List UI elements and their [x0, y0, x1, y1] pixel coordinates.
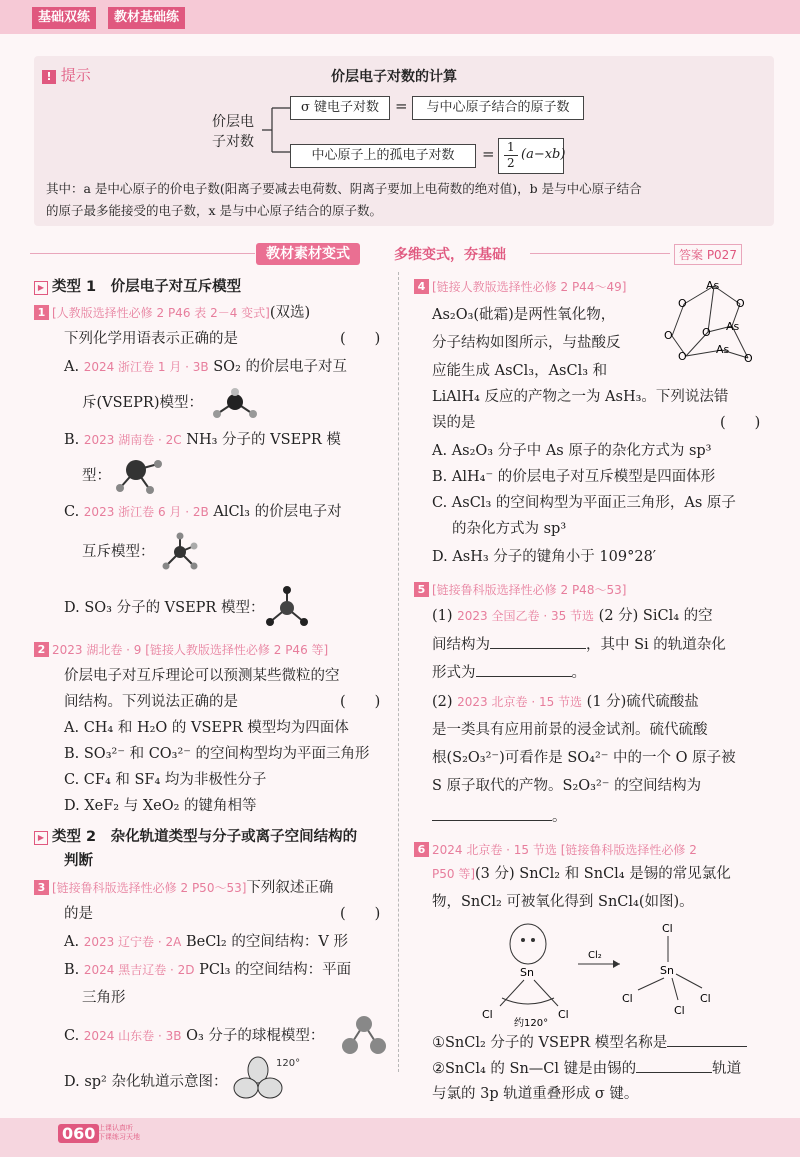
banner-subtitle: 多维变式，夯基础 — [394, 247, 506, 263]
lone-formula-box: 1 2 (a−xb) — [498, 138, 564, 174]
q4-line-5: 误的是 — [432, 415, 476, 431]
q1-option-a: A. 2024 浙江卷 1 月 · 3B SO₂ 的价层电子对互 — [64, 359, 347, 375]
q4-option-c-cont: 的杂化方式为 sp³ — [452, 521, 567, 537]
q4-option-a: A. As₂O₃ 分子中 As 原子的杂化方式为 sp³ — [432, 443, 712, 459]
q3-option-a: A. 2023 辽宁卷 · 2A BeCl₂ 的空间结构：V 形 — [64, 934, 348, 950]
q1-paren: ( ) — [340, 331, 381, 347]
svg-text:Cl₂: Cl₂ — [588, 950, 602, 961]
q1-option-a-cont: 斥(VSEPR)模型： — [82, 395, 203, 411]
q1-option-c-cont: 互斥模型： — [82, 544, 155, 560]
q1-option-b-cont: 型： — [82, 468, 111, 484]
nh3-vsepr-model-icon — [110, 454, 166, 496]
footer-side: 上课认真听 下课练习天地 — [98, 1124, 140, 1141]
q3-option-c: C. 2024 山东卷 · 3B O₃ 分子的球棍模型： — [64, 1028, 325, 1044]
q6-sub-2: ②SnCl₄ 的 Sn—Cl 键是由锡的 轨道 — [432, 1056, 741, 1081]
svg-text:Cl: Cl — [662, 922, 673, 935]
play-icon: ▶ — [34, 831, 48, 845]
header-tag-textbook: 教材基础练 — [108, 7, 185, 29]
header-tag-basic: 基础双练 — [32, 7, 96, 29]
q5-part1-line3: 形式为 。 — [432, 660, 586, 685]
svg-text:O: O — [744, 352, 753, 365]
svg-text:Sn: Sn — [520, 966, 534, 979]
q1-stem: 下列化学用语表示正确的是 — [64, 331, 238, 347]
svg-text:Cl: Cl — [700, 992, 711, 1005]
q5-part2-line2: 是一类具有应用前景的浸金试剂。硫代硫酸 — [432, 722, 708, 738]
q3-paren: ( ) — [340, 906, 381, 922]
q5-part1-line2: 间结构为 ，其中 Si 的轨道杂化 — [432, 632, 726, 657]
q3-header: 3 [链接鲁科版选择性必修 2 P50～53]下列叙述正确 — [34, 876, 333, 900]
type2-heading: ▶ 类型 2 杂化轨道类型与分子或离子空间结构的 — [34, 825, 357, 846]
q2-stem-1: 价层电子对互斥理论可以预测某些微粒的空 — [64, 668, 340, 684]
answer-blank[interactable] — [432, 804, 552, 821]
q3-stem-2: 的是 — [64, 906, 93, 922]
svg-text:As: As — [716, 343, 730, 356]
q4-option-b: B. AlH₄⁻ 的价层电子对互斥模型是四面体形 — [432, 469, 716, 485]
type2-heading-cont: 判断 — [64, 853, 93, 869]
q3-option-d: D. sp² 杂化轨道示意图： — [64, 1074, 228, 1090]
q4-line-3: 应能生成 AsCl₃，AsCl₃ 和 — [432, 363, 608, 379]
q4-option-c: C. AsCl₃ 的空间构型为平面正三角形，As 原子 — [432, 495, 736, 511]
svg-text:O: O — [702, 326, 711, 339]
q2-stem-2: 间结构。下列说法正确的是 — [64, 694, 238, 710]
lone-pair-box: 中心原子上的孤电子对数 — [290, 144, 476, 168]
svg-text:As: As — [726, 320, 740, 333]
sp2-orbital-icon — [228, 1056, 302, 1104]
tip-title: 价层电子对数的计算 — [331, 69, 457, 85]
q1-option-c: C. 2023 浙江卷 6 月 · 2B AlCl₃ 的价层电子对 — [64, 504, 342, 520]
q2-option-d: D. XeF₂ 与 XeO₂ 的键角相等 — [64, 798, 257, 814]
q5-header: 5 [链接鲁科版选择性必修 2 P48～53] — [414, 578, 626, 602]
q5-part2-line5: 。 — [432, 804, 567, 829]
q2-header: 2 2023 湖北卷 · 9 [链接人教版选择性必修 2 P46 等] — [34, 638, 328, 662]
q2-option-b: B. SO₃²⁻ 和 CO₃²⁻ 的空间构型均为平面三角形 — [64, 746, 370, 762]
q5-part2-line4: S 原子取代的产物。S₂O₃²⁻ 的空间结构为 — [432, 778, 702, 794]
q5-part2-line3: 根(S₂O₃²⁻)可看作是 SO₄²⁻ 中的一个 O 原子被 — [432, 750, 736, 766]
answer-blank[interactable] — [636, 1056, 712, 1073]
svg-text:As: As — [706, 279, 720, 292]
q6-sub-1: ①SnCl₂ 分子的 VSEPR 模型名称是 — [432, 1030, 747, 1055]
so3-vsepr-model-icon — [262, 584, 312, 630]
tip-note: 其中：a 是中心原子的价电子数(阳离子要减去电荷数、阴离子要加上电荷数的绝对值)，b 是与中心原子结合 的原子最多能接受的电子数，x 是与中心原子结合的原子数。 — [46, 181, 642, 218]
svg-text:Cl: Cl — [558, 1008, 569, 1021]
q3-option-b: B. 2024 黑吉辽卷 · 2D PCl₃ 的空间结构：平面 — [64, 962, 352, 978]
q3-option-b-cont: 三角形 — [82, 990, 126, 1006]
q4-line-4: LiAlH₄ 反应的产物之一为 AsH₃。下列说法错 — [432, 389, 729, 405]
svg-text:Sn: Sn — [660, 964, 674, 977]
answer-blank[interactable] — [490, 632, 586, 649]
svg-text:Cl: Cl — [622, 992, 633, 1005]
q4-header: 4 [链接人教版选择性必修 2 P44～49] — [414, 275, 626, 299]
q6-line-1: P50 等](3 分) SnCl₂ 和 SnCl₄ 是锡的常见氯化 — [432, 866, 731, 882]
sigma-value-box: 与中心原子结合的原子数 — [412, 96, 584, 120]
alcl3-vsepr-model-icon — [160, 532, 200, 574]
sigma-bond-box: σ 键电子对数 — [290, 96, 390, 120]
tip-left-label: 价层电 子对数 — [212, 114, 254, 150]
o3-ball-stick-icon — [340, 1014, 388, 1058]
play-icon: ▶ — [34, 281, 48, 295]
q1-header: 1 [人教版选择性必修 2 P46 表 2－4 变式](双选) — [34, 301, 310, 325]
answer-blank[interactable] — [476, 660, 572, 677]
q5-part2: (2) 2023 北京卷 · 15 节选 (1 分)硫代硫酸盐 — [432, 694, 699, 710]
svg-text:O: O — [678, 297, 687, 310]
svg-text:O: O — [664, 329, 673, 342]
q4-option-d: D. AsH₃ 分子的键角小于 109°28′ — [432, 549, 657, 565]
q1-option-b: B. 2023 湖南卷 · 2C NH₃ 分子的 VSEPR 模 — [64, 432, 341, 448]
sigma-equals: = — [395, 97, 408, 115]
so2-vsepr-model-icon — [205, 388, 265, 422]
q6-header: 6 2024 北京卷 · 15 节选 [链接鲁科版选择性必修 2 — [414, 838, 697, 862]
svg-text:Cl: Cl — [674, 1004, 685, 1017]
svg-text:O: O — [678, 350, 687, 363]
answer-ref: 答案 P027 — [674, 244, 742, 265]
section-banner: 教材素材变式 — [256, 243, 360, 265]
type1-heading: ▶ 类型 1 价层电子对互斥模型 — [34, 275, 241, 296]
q4-line-2: 分子结构如图所示，与盐酸反 — [432, 335, 621, 351]
lone-equals: = — [482, 145, 495, 163]
svg-text:Cl: Cl — [482, 1008, 493, 1021]
q6-line-2: 物，SnCl₂ 可被氧化得到 SnCl₄(如图)。 — [432, 894, 694, 910]
column-divider — [398, 272, 399, 1072]
q2-option-c: C. CF₄ 和 SF₄ 均为非极性分子 — [64, 772, 267, 788]
page-number: 060 — [58, 1124, 99, 1143]
sp2-angle-label: 120° — [276, 1058, 301, 1069]
q5-part1: (1) 2023 全国乙卷 · 35 节选 (2 分) SiCl₄ 的空 — [432, 608, 713, 624]
svg-text:O: O — [736, 297, 745, 310]
tip-label: ! 提示 — [42, 64, 91, 85]
answer-blank[interactable] — [667, 1030, 747, 1047]
as2o3-structure-diagram — [658, 276, 770, 368]
q1-option-d: D. SO₃ 分子的 VSEPR 模型： — [64, 600, 265, 616]
q6-sub-3: 与氯的 3p 轨道重叠形成 σ 键。 — [432, 1086, 639, 1102]
q2-paren: ( ) — [340, 694, 381, 710]
q4-line-1: As₂O₃(砒霜)是两性氧化物， — [432, 307, 616, 323]
exclamation-icon: ! — [42, 70, 56, 84]
sncl2-to-sncl4-diagram — [470, 918, 750, 1030]
top-bar — [0, 0, 800, 34]
q2-option-a: A. CH₄ 和 H₂O 的 VSEPR 模型均为四面体 — [64, 720, 349, 736]
q4-paren: ( ) — [720, 415, 761, 431]
svg-text:约120°: 约120° — [514, 1018, 549, 1029]
